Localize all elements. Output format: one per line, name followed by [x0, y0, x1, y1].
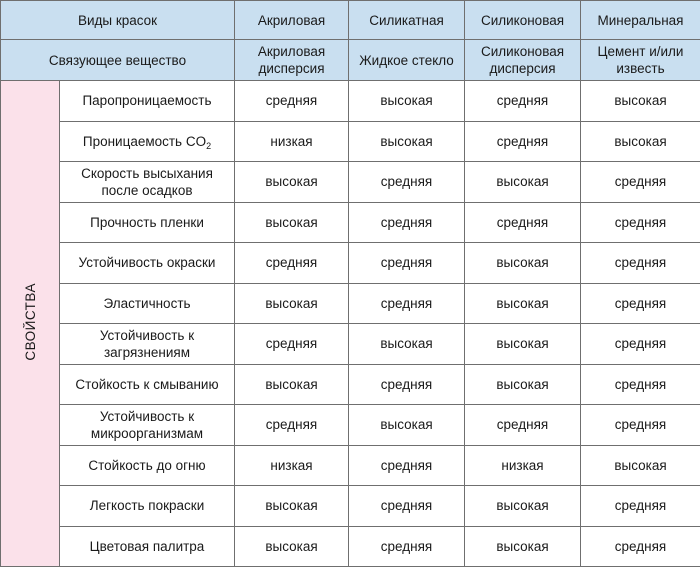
property-text: Эластичность	[103, 295, 191, 311]
property-value: высокая	[349, 405, 465, 446]
table-row	[1, 283, 700, 324]
property-text: Цветовая палитра	[89, 538, 205, 554]
property-value: высокая	[235, 283, 349, 324]
property-value: средняя	[349, 526, 465, 567]
table-row	[1, 162, 700, 203]
property-value: низкая	[235, 445, 349, 486]
header-row-binder	[1, 40, 700, 81]
property-value: высокая	[349, 324, 465, 365]
property-value: средняя	[465, 202, 581, 243]
property-text: Скорость высыхания после осадков	[81, 165, 213, 198]
property-text: Легкость покраски	[89, 498, 205, 514]
property-value: средняя	[581, 405, 700, 446]
table-row	[1, 486, 700, 527]
property-value: средняя	[235, 324, 349, 365]
property-value: высокая	[465, 364, 581, 405]
column-header-silicone: Силиконовая	[465, 1, 581, 40]
property-text: Прочность пленки	[90, 214, 204, 230]
property-name	[60, 445, 235, 486]
property-name	[60, 486, 235, 527]
table-row	[1, 202, 700, 243]
property-name	[60, 405, 235, 446]
property-value: средняя	[349, 202, 465, 243]
property-value: средняя	[349, 364, 465, 405]
property-text: Паропроницаемость	[82, 93, 212, 109]
table-row	[1, 526, 700, 567]
property-value: средняя	[235, 405, 349, 446]
property-value: средняя	[349, 162, 465, 203]
property-value: средняя	[581, 324, 700, 365]
table-row	[1, 405, 700, 446]
property-value: средняя	[581, 283, 700, 324]
property-name	[60, 526, 235, 567]
property-name	[60, 121, 235, 162]
property-text: Стойкость до огню	[88, 457, 206, 473]
property-value: высокая	[581, 445, 700, 486]
property-value: средняя	[465, 121, 581, 162]
property-value: средняя	[581, 364, 700, 405]
property-value: средняя	[349, 486, 465, 527]
property-name	[60, 202, 235, 243]
property-value: высокая	[581, 81, 700, 122]
property-value: низкая	[235, 121, 349, 162]
property-name	[60, 283, 235, 324]
table-row	[1, 121, 700, 162]
property-value: высокая	[465, 162, 581, 203]
property-value: высокая	[235, 486, 349, 527]
property-value: высокая	[235, 364, 349, 405]
table-row	[1, 324, 700, 365]
property-text: Стойкость к смыванию	[75, 376, 219, 392]
column-header-mineral: Минеральная	[581, 1, 700, 40]
property-value: высокая	[465, 324, 581, 365]
property-value: высокая	[235, 526, 349, 567]
table-row	[1, 243, 700, 284]
property-value: средняя	[581, 162, 700, 203]
property-value: средняя	[581, 526, 700, 567]
property-text: Проницаемость CO	[82, 133, 207, 149]
table-row	[1, 81, 700, 122]
property-value: средняя	[581, 243, 700, 284]
property-value: средняя	[235, 243, 349, 284]
property-value: высокая	[581, 121, 700, 162]
property-text: Устойчивость к загрязнениям	[99, 327, 195, 360]
property-value: высокая	[465, 283, 581, 324]
property-value: высокая	[465, 486, 581, 527]
property-name	[60, 162, 235, 203]
property-value: низкая	[465, 445, 581, 486]
property-value: средняя	[349, 445, 465, 486]
property-text: Устойчивость к микроорганизмам	[90, 408, 204, 441]
property-value: высокая	[465, 526, 581, 567]
property-value: средняя	[235, 81, 349, 122]
property-value: высокая	[235, 162, 349, 203]
binder-label: Связующее вещество	[1, 40, 235, 81]
properties-side-label	[1, 81, 60, 567]
table-body	[1, 81, 700, 567]
header-row-paint-types	[1, 1, 700, 40]
binder-silicate: Жидкое стекло	[349, 40, 465, 81]
property-subscript: 2	[206, 140, 212, 151]
table-row	[1, 445, 700, 486]
property-value: высокая	[465, 243, 581, 284]
property-value: высокая	[349, 81, 465, 122]
property-value: средняя	[349, 243, 465, 284]
binder-acrylic: Акриловая дисперсия	[235, 40, 349, 81]
properties-side-text: СВОЙСТВА	[22, 282, 38, 361]
property-value: средняя	[581, 202, 700, 243]
property-value: средняя	[581, 486, 700, 527]
property-value: средняя	[465, 405, 581, 446]
property-value: высокая	[349, 121, 465, 162]
property-name	[60, 324, 235, 365]
property-name	[60, 364, 235, 405]
paint-types-label: Виды красок	[1, 1, 235, 40]
column-header-acrylic: Акриловая	[235, 1, 349, 40]
property-value: средняя	[349, 283, 465, 324]
property-value: средняя	[465, 81, 581, 122]
property-name	[60, 243, 235, 284]
property-value: высокая	[235, 202, 349, 243]
property-name	[60, 81, 235, 122]
property-text: Устойчивость окраски	[78, 255, 216, 271]
binder-silicone: Силиконовая дисперсия	[465, 40, 581, 81]
table-row	[1, 364, 700, 405]
binder-mineral: Цемент и/или известь	[581, 40, 700, 81]
column-header-silicate: Силикатная	[349, 1, 465, 40]
